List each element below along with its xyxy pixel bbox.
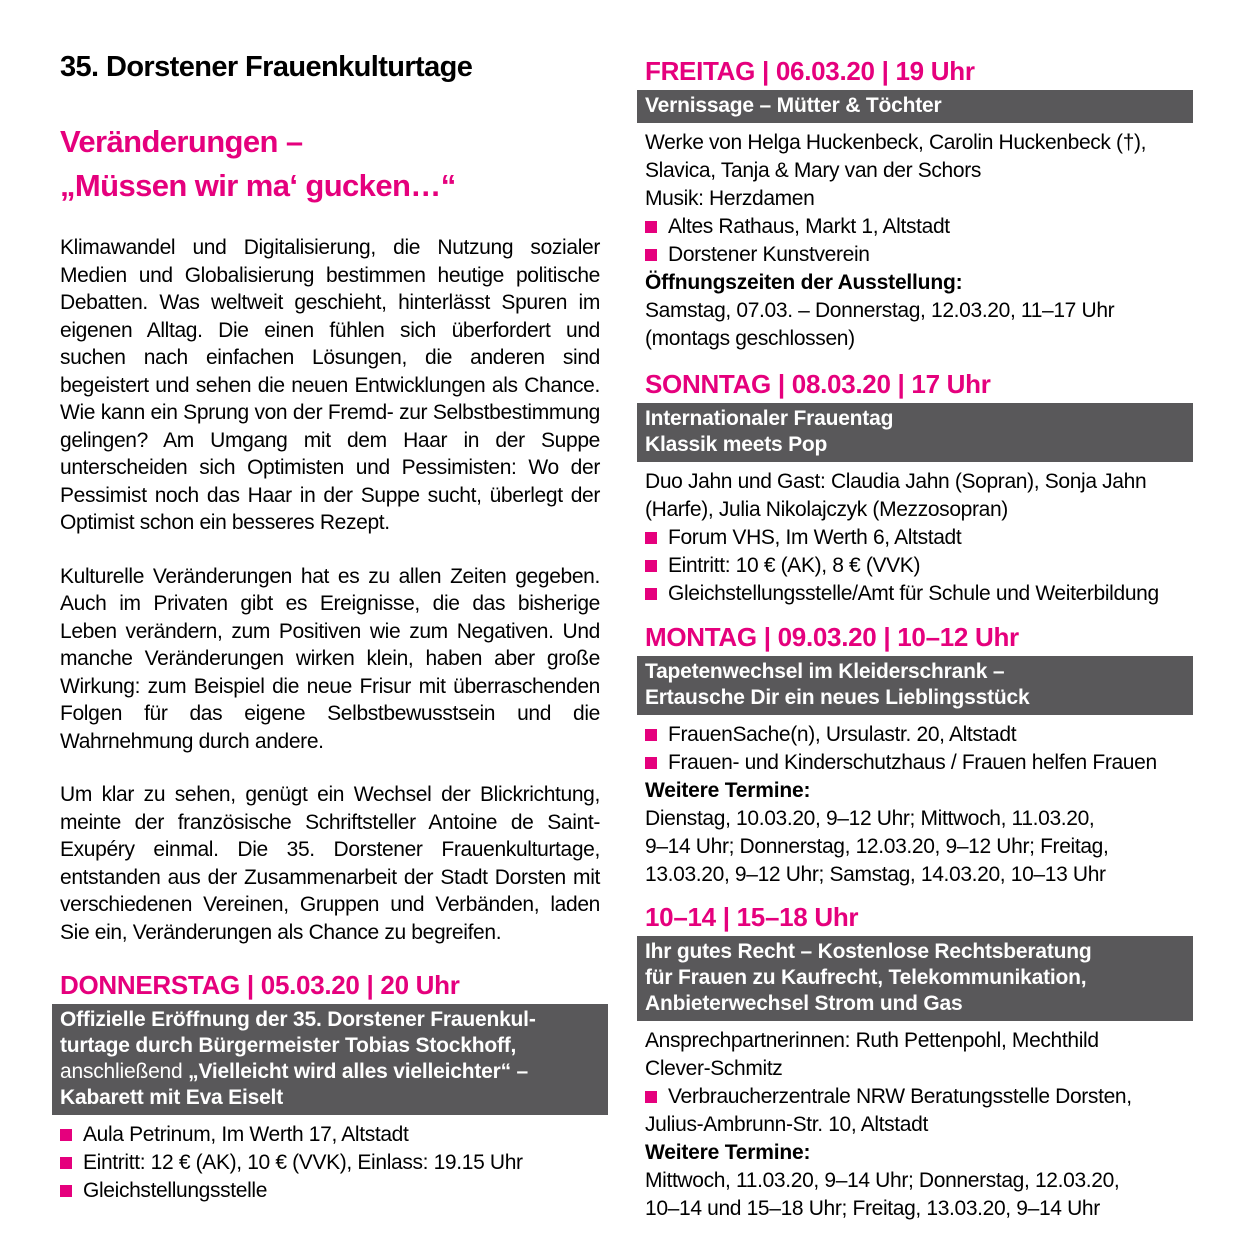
event-info-line: Eintritt: 10 € (AK), 8 € (VVK) <box>668 554 921 577</box>
bullet-square-icon <box>645 1091 657 1103</box>
event-info-line: Dorstener Kunstverein <box>668 243 870 266</box>
banner-line: für Frauen zu Kaufrecht, Telekommunikation, <box>645 966 1087 989</box>
bullet-square-icon <box>60 1129 72 1141</box>
event-info-line: FrauenSache(n), Ursulastr. 20, Altstadt <box>668 723 1017 746</box>
event-title-banner <box>637 90 1193 123</box>
event-donnerstag <box>60 970 600 1205</box>
banner-line: Tapetenwechsel im Kleiderschrank – <box>645 660 1005 683</box>
bullet-square-icon <box>645 729 657 741</box>
event-title-banner <box>637 936 1193 1021</box>
event-details <box>645 721 1185 889</box>
event-heading: MONTAG | 09.03.20 | 10–12 Uhr <box>645 622 1019 652</box>
bullet-item <box>60 1177 600 1205</box>
subheading-oeffnungszeiten: Öffnungszeiten der Ausstellung: <box>645 271 963 294</box>
event-info-line: Musik: Herzdamen <box>645 187 815 210</box>
bullet-item <box>645 241 1185 269</box>
right-column <box>645 44 1185 1223</box>
intro-paragraph-3: Um klar zu sehen, genügt ein Wechsel der Blickrichtung, meinte der französische Schriftsteller Antoine de Saint-Exupéry einmal. Die 35. Dorstener Frauenkulturtage, entstanden aus der Zusammenarbeit der Stadt Dorsten mit verschiedenen Vereinen, Gruppen und Verbänden, laden Sie ein, Veränderungen als Chance zu begreifen. <box>60 783 600 944</box>
event-info-line: Dienstag, 10.03.20, 9–12 Uhr; Mittwoch, 11.03.20, <box>645 807 1095 830</box>
event-details <box>60 1121 600 1205</box>
bullet-item <box>645 213 1185 241</box>
banner-line: Offizielle Eröffnung der 35. Dorstener Frauenkul- <box>60 1008 536 1031</box>
event-info-line: Ansprechpartnerinnen: Ruth Pettenpohl, Mechthild <box>645 1029 1099 1052</box>
subtitle-line: „Müssen wir ma‘ gucken…“ <box>60 168 456 203</box>
event-info-line: Altes Rathaus, Markt 1, Altstadt <box>668 215 950 238</box>
banner-line <box>60 1059 600 1085</box>
bullet-item <box>645 580 1185 608</box>
bullet-square-icon <box>645 221 657 233</box>
event-sonntag <box>645 369 1185 608</box>
bullet-item <box>645 524 1185 552</box>
event-title-banner <box>52 1004 608 1115</box>
event-info-line: Werke von Helga Huckenbeck, Carolin Huckenbeck (†), <box>645 131 1147 154</box>
banner-line-bold: „Vielleicht wird alles vielleichter“ – <box>188 1060 528 1083</box>
subheading-weitere-termine: Weitere Termine: <box>645 779 811 802</box>
event-details <box>645 468 1185 608</box>
event-info-line: Gleichstellungsstelle <box>83 1179 268 1202</box>
intro-paragraph-1: Klimawandel und Digitalisierung, die Nutzung sozialer Medien und Globalisierung bestimmen heutige politische Debatten. Was weltweit geschieht, hinterlässt Spuren im eigenen Alltag. Die einen fühlen sich überfordert und suchen nach einfachen Lösungen, die anderen sind begeistert und sehen die neuen Entwicklungen als Chance. Wie kann ein Sprung von der Fremd- zur Selbstbestimmung gelingen? Am Umgang mit dem Haar in der Suppe unterscheiden sich Optimisten und Pessimisten: Wo der Pessimist noch das Haar in der Suppe sucht, überlegt der Optimist schon ein besseres Rezept. <box>60 236 600 534</box>
bullet-item <box>645 749 1185 777</box>
event-info-line: Duo Jahn und Gast: Claudia Jahn (Sopran), Sonja Jahn <box>645 470 1147 493</box>
event-montag <box>645 622 1185 889</box>
event-info-line: Eintritt: 12 € (AK), 10 € (VVK), Einlass: 19.15 Uhr <box>83 1151 523 1174</box>
event-title-banner <box>637 656 1193 715</box>
bullet-square-icon <box>645 757 657 769</box>
page-subtitle <box>60 120 600 208</box>
event-info-line: (montags geschlossen) <box>645 327 855 350</box>
bullet-item <box>60 1121 600 1149</box>
banner-line: Ihr gutes Recht – Kostenlose Rechtsberatung <box>645 940 1092 963</box>
event-heading: 10–14 | 15–18 Uhr <box>645 902 859 932</box>
event-info-line: (Harfe), Julia Nikolajczyk (Mezzosopran) <box>645 498 1008 521</box>
event-freitag <box>645 56 1185 353</box>
subheading-weitere-termine: Weitere Termine: <box>645 1141 811 1164</box>
banner-line: Kabarett mit Eva Eiselt <box>60 1086 283 1109</box>
event-details <box>645 129 1185 353</box>
subtitle-line: Veränderungen – <box>60 124 303 159</box>
event-info-line: Samstag, 07.03. – Donnerstag, 12.03.20, 11–17 Uhr <box>645 299 1115 322</box>
event-heading: DONNERSTAG | 05.03.20 | 20 Uhr <box>60 970 460 1000</box>
banner-line: Vernissage – Mütter & Töchter <box>645 94 942 117</box>
event-title-banner <box>637 403 1193 462</box>
bullet-item <box>645 1083 1185 1111</box>
page-title: 35. Dorstener Frauenkulturtage <box>60 51 473 83</box>
banner-line: Anbieterwechsel Strom und Gas <box>645 992 963 1015</box>
banner-line: Klassik meets Pop <box>645 433 828 456</box>
intro-paragraph-2: Kulturelle Veränderungen hat es zu allen Zeiten gegeben. Auch im Privaten gibt es Ereignisse, die das bisherige Leben verändern, zum Positiven wie zum Negativen. Und manche Veränderungen wirken klein, haben aber große Wirkung: zum Beispiel die neue Frisur mit überraschenden Folgen für das eigene Selbstbewusstsein und die Wahrnehmung durch andere. <box>60 564 600 753</box>
bullet-square-icon <box>645 560 657 572</box>
event-info-line: Frauen- und Kinderschutzhaus / Frauen helfen Frauen <box>668 751 1157 774</box>
event-rechtsberatung <box>645 902 1185 1223</box>
event-info-line: Aula Petrinum, Im Werth 17, Altstadt <box>83 1123 409 1146</box>
event-info-line: Mittwoch, 11.03.20, 9–14 Uhr; Donnerstag, 12.03.20, <box>645 1169 1120 1192</box>
banner-line: Internationaler Frauentag <box>645 407 894 430</box>
left-column <box>60 44 600 1205</box>
event-info-line: Forum VHS, Im Werth 6, Altstadt <box>668 526 962 549</box>
bullet-square-icon <box>60 1185 72 1197</box>
bullet-square-icon <box>645 588 657 600</box>
event-info-line: 10–14 und 15–18 Uhr; Freitag, 13.03.20, 9–14 Uhr <box>645 1197 1100 1220</box>
event-info-line: Verbraucherzentrale NRW Beratungsstelle Dorsten, <box>668 1085 1132 1108</box>
event-heading: FREITAG | 06.03.20 | 19 Uhr <box>645 56 975 86</box>
bullet-square-icon <box>645 532 657 544</box>
event-heading: SONNTAG | 08.03.20 | 17 Uhr <box>645 369 991 399</box>
bullet-square-icon <box>60 1157 72 1169</box>
bullet-square-icon <box>645 249 657 261</box>
event-info-line: 13.03.20, 9–12 Uhr; Samstag, 14.03.20, 10–13 Uhr <box>645 863 1106 886</box>
bullet-item <box>645 721 1185 749</box>
banner-line-regular: anschließend <box>60 1060 189 1083</box>
bullet-item <box>645 552 1185 580</box>
bullet-item <box>60 1149 600 1177</box>
event-info-line: Slavica, Tanja & Mary van der Schors <box>645 159 982 182</box>
banner-line: Ertausche Dir ein neues Lieblingsstück <box>645 686 1030 709</box>
event-info-line: 9–14 Uhr; Donnerstag, 12.03.20, 9–12 Uhr; Freitag, <box>645 835 1109 858</box>
event-info-line: Clever-Schmitz <box>645 1057 783 1080</box>
event-info-line: Julius-Ambrunn-Str. 10, Altstadt <box>645 1113 928 1136</box>
event-details <box>645 1027 1185 1223</box>
event-info-line: Gleichstellungsstelle/Amt für Schule und Weiterbildung <box>668 582 1159 605</box>
banner-line: turtage durch Bürgermeister Tobias Stockhoff, <box>60 1034 517 1057</box>
